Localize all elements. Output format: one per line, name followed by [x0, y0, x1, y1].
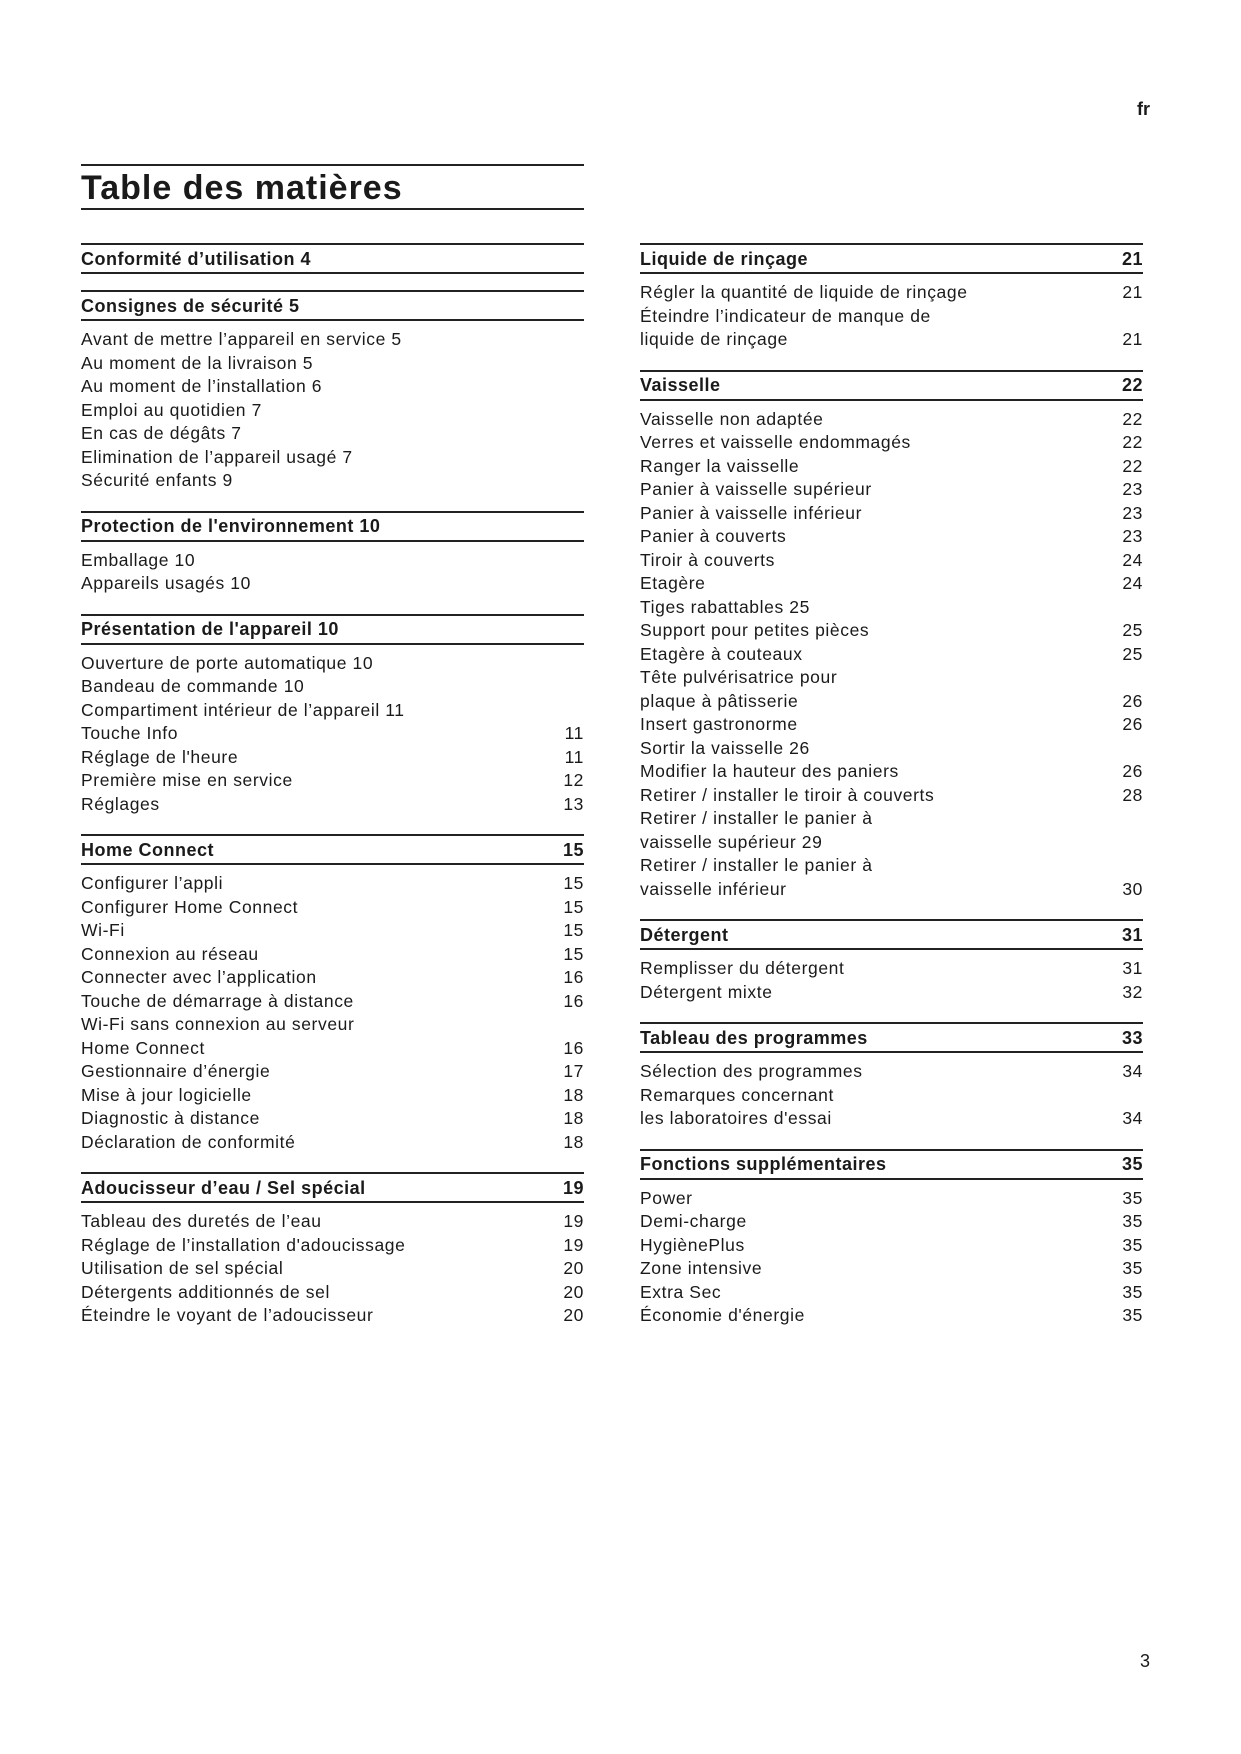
toc-entry[interactable]: [640, 1060, 1143, 1084]
toc-section-title: Vaisselle: [640, 375, 721, 395]
toc-entry-label: Emballage 10: [81, 549, 196, 570]
toc-entry-page: 23: [1122, 502, 1143, 523]
toc-entry-label: Ouverture de porte automatique 10: [81, 652, 374, 673]
toc-entry-page: 20: [563, 1258, 584, 1278]
toc-entry-label: Sortir la vaisselle 26: [640, 737, 810, 758]
toc-entry-page: 25: [1122, 643, 1143, 664]
toc-entry[interactable]: [81, 699, 584, 723]
toc-entry[interactable]: [640, 478, 1143, 502]
toc-entry-label: Réglages: [81, 793, 160, 814]
toc-entry-page: 19: [563, 1211, 584, 1231]
toc-entry-list: [81, 549, 584, 596]
toc-entry-label: Sécurité enfants 9: [81, 470, 233, 490]
toc-entry[interactable]: [81, 1281, 584, 1305]
toc-entry-page: 21: [1122, 329, 1143, 349]
toc-entry[interactable]: [640, 572, 1143, 596]
toc-entry[interactable]: [81, 469, 584, 493]
toc-entry[interactable]: [640, 666, 1143, 713]
toc-entry-label: Diagnostic à distance: [81, 1108, 260, 1128]
toc-entry-label: Bandeau de commande 10: [81, 676, 305, 696]
toc-section-vaisselle: [640, 370, 1143, 902]
toc-entry-label: Elimination de l’appareil usagé 7: [81, 446, 353, 467]
toc-entry[interactable]: [640, 502, 1143, 526]
toc-section-page: 35: [1121, 1154, 1143, 1174]
toc-entry-list: [640, 1060, 1143, 1131]
toc-entry-page: 35: [1122, 1305, 1143, 1325]
toc-entry[interactable]: [81, 746, 584, 770]
toc-entry[interactable]: [640, 408, 1143, 432]
toc-entry[interactable]: [81, 572, 584, 596]
toc-entry-label: Extra Sec: [640, 1281, 722, 1302]
toc-entry[interactable]: [81, 943, 584, 967]
toc-section-title: Tableau des programmes: [640, 1027, 868, 1048]
toc-entry-list: [640, 408, 1143, 902]
toc-section-page: 19: [562, 1177, 584, 1198]
toc-section-heading[interactable]: [81, 1172, 584, 1203]
toc-entry[interactable]: [81, 1107, 584, 1131]
toc-section-heading[interactable]: [81, 614, 584, 645]
toc-entry[interactable]: [81, 675, 584, 699]
toc-section-page: 33: [1121, 1027, 1143, 1048]
toc-entry-label: Panier à couverts: [640, 526, 787, 546]
toc-entry[interactable]: [640, 281, 1143, 305]
toc-entry-page: 13: [563, 793, 584, 814]
toc-entry-label: Détergent mixte: [640, 981, 773, 1002]
toc-section-page: 22: [1121, 375, 1143, 395]
toc-column-left: [81, 243, 584, 1346]
toc-entry-page: 26: [1122, 714, 1143, 734]
toc-entry-list: [640, 281, 1143, 352]
toc-entry[interactable]: [81, 966, 584, 990]
toc-entry[interactable]: [81, 1131, 584, 1155]
toc-entry-label: Détergents additionnés de sel: [81, 1281, 330, 1302]
toc-entry-label: Tête pulvérisatrice pour plaque à pâtisserie: [640, 667, 838, 711]
toc-entry-label: Wi-Fi sans connexion au serveur Home Connect: [81, 1014, 355, 1058]
toc-entry-label: Etagère: [640, 573, 706, 593]
toc-entry[interactable]: [81, 1013, 584, 1060]
toc-entry-label: Ranger la vaisselle: [640, 455, 800, 476]
toc-section-title: Fonctions supplémentaires: [640, 1154, 887, 1174]
toc-entry[interactable]: [81, 722, 584, 746]
toc-entry-label: Au moment de l’installation 6: [81, 376, 323, 396]
language-code: fr: [1137, 99, 1150, 119]
toc-entry-label: Support pour petites pièces: [640, 620, 870, 640]
toc-section-page: 31: [1121, 924, 1143, 945]
toc-section-title: Conformité d’utilisation 4: [81, 248, 312, 269]
toc-entry-page: 30: [1122, 878, 1143, 899]
toc-section-title: Consignes de sécurité 5: [81, 295, 300, 316]
toc-section-title: Protection de l'environnement 10: [81, 516, 381, 536]
toc-entry-page: 35: [1122, 1281, 1143, 1302]
toc-entry-page: 24: [1122, 573, 1143, 593]
toc-entry[interactable]: [81, 1060, 584, 1084]
toc-entry[interactable]: [81, 1304, 584, 1328]
toc-entry[interactable]: [81, 1257, 584, 1281]
toc-section-consignes-de-securite: [81, 290, 584, 493]
toc-entry-page: 11: [564, 723, 584, 743]
toc-entry[interactable]: [81, 1210, 584, 1234]
toc-entry-page: 16: [563, 1037, 584, 1058]
toc-entry-page: 32: [1122, 981, 1143, 1002]
toc-section-heading[interactable]: [640, 1149, 1143, 1180]
toc-entry-label: Au moment de la livraison 5: [81, 352, 314, 373]
toc-entry-label: Avant de mettre l’appareil en service 5: [81, 329, 402, 349]
toc-entry-label: Touche Info: [81, 723, 179, 743]
toc-entry-label: Panier à vaisselle supérieur: [640, 479, 872, 499]
toc-entry-page: 34: [1122, 1108, 1143, 1128]
toc-entry-label: Éteindre le voyant de l’adoucisseur: [81, 1305, 374, 1325]
toc-entry-page: 26: [1122, 761, 1143, 781]
toc-entry-page: 15: [563, 943, 584, 964]
toc-entry[interactable]: [640, 525, 1143, 549]
toc-entry-label: Demi-charge: [640, 1211, 747, 1231]
toc-entry[interactable]: [640, 619, 1143, 643]
toc-section-page: 15: [562, 839, 584, 860]
toc-entry-label: Etagère à couteaux: [640, 643, 803, 664]
toc-entry-label: Économie d'énergie: [640, 1305, 805, 1325]
toc-entry[interactable]: [640, 1084, 1143, 1131]
toc-entry-page: 21: [1122, 282, 1143, 302]
toc-entry-label: Première mise en service: [81, 770, 293, 790]
toc-entry-label: Touche de démarrage à distance: [81, 990, 354, 1011]
toc-entry[interactable]: [81, 375, 584, 399]
toc-section-adoucisseur-d-eau-sel-special: [81, 1172, 584, 1328]
toc-entry-label: Remarques concernant les laboratoires d'essai: [640, 1084, 834, 1128]
toc-entry-page: 34: [1122, 1061, 1143, 1081]
toc-entry-page: 28: [1122, 784, 1143, 805]
toc-entry-label: Connexion au réseau: [81, 943, 259, 964]
toc-section-presentation-de-l-appareil: [81, 614, 584, 817]
toc-entry[interactable]: [640, 784, 1143, 808]
toc-section-title: Liquide de rinçage: [640, 248, 809, 269]
toc-section-detergent: [640, 919, 1143, 1004]
toc-entry[interactable]: [640, 807, 1143, 854]
toc-entry-page: 16: [563, 990, 584, 1011]
toc-entry-page: 20: [563, 1305, 584, 1325]
toc-entry-label: Configurer l’appli: [81, 873, 224, 893]
toc-entry[interactable]: [640, 854, 1143, 901]
toc-entry-label: Modifier la hauteur des paniers: [640, 761, 899, 781]
toc-entry-label: Wi-Fi: [81, 920, 125, 940]
toc-entry[interactable]: [81, 793, 584, 817]
toc-entry-label: Tiroir à couverts: [640, 549, 775, 570]
toc-entry[interactable]: [81, 352, 584, 376]
toc-entry-page: 18: [563, 1108, 584, 1128]
toc-entry-label: Éteindre l’indicateur de manque de liquide de rinçage: [640, 305, 931, 349]
toc-entry[interactable]: [81, 422, 584, 446]
toc-entry-page: 11: [564, 746, 584, 767]
toc-entry-label: Tableau des duretés de l’eau: [81, 1211, 322, 1231]
toc-entry-label: En cas de dégâts 7: [81, 423, 242, 443]
toc-entry-page: 24: [1122, 549, 1143, 570]
toc-entry-page: 12: [563, 770, 584, 790]
toc-entry[interactable]: [640, 981, 1143, 1005]
toc-section-home-connect: [81, 834, 584, 1154]
toc-entry[interactable]: [640, 305, 1143, 352]
toc-column-right: [640, 243, 1143, 1346]
page-title: Table des matières: [81, 169, 403, 207]
toc-entry-list: [640, 1187, 1143, 1328]
toc-entry-page: 22: [1122, 408, 1143, 429]
toc-section-title: Adoucisseur d’eau / Sel spécial: [81, 1177, 366, 1198]
toc-entry-label: Insert gastronorme: [640, 714, 798, 734]
toc-entry[interactable]: [640, 1234, 1143, 1258]
toc-section-tableau-des-programmes: [640, 1022, 1143, 1131]
toc-section-heading[interactable]: [81, 834, 584, 865]
toc-entry-page: 17: [563, 1061, 584, 1081]
toc-entry[interactable]: [640, 737, 1143, 761]
toc-entry-label: Gestionnaire d’énergie: [81, 1061, 271, 1081]
toc-entry[interactable]: [81, 990, 584, 1014]
toc-section-heading[interactable]: [640, 919, 1143, 950]
toc-section-heading[interactable]: [640, 370, 1143, 401]
toc-entry-label: Compartiment intérieur de l’appareil 11: [81, 699, 405, 720]
toc-section-heading[interactable]: [640, 243, 1143, 274]
toc-section-fonctions-supplementaires: [640, 1149, 1143, 1328]
toc-section-title: Home Connect: [81, 839, 215, 860]
toc-entry-page: 15: [563, 920, 584, 940]
toc-entry[interactable]: [640, 760, 1143, 784]
toc-entry-list: [81, 872, 584, 1154]
toc-entry-label: Retirer / installer le tiroir à couverts: [640, 784, 935, 805]
toc-entry-list: [81, 652, 584, 817]
toc-entry-label: Remplisser du détergent: [640, 958, 845, 978]
toc-entry-label: Sélection des programmes: [640, 1061, 863, 1081]
toc-entry-label: Réglage de l’installation d'adoucissage: [81, 1234, 406, 1255]
toc-entry-page: 16: [563, 967, 584, 987]
toc-section-heading[interactable]: [81, 511, 584, 542]
toc-entry-label: Emploi au quotidien 7: [81, 399, 262, 420]
toc-entry[interactable]: [640, 1187, 1143, 1211]
toc-section-title: Présentation de l'appareil 10: [81, 619, 339, 639]
toc-entry-page: 22: [1122, 432, 1143, 452]
toc-section-heading[interactable]: [81, 243, 584, 274]
toc-entry-label: Power: [640, 1187, 693, 1208]
toc-entry-label: Verres et vaisselle endommagés: [640, 432, 911, 452]
toc-entry[interactable]: [81, 872, 584, 896]
page-number: 3: [1139, 1651, 1150, 1671]
toc-entry[interactable]: [81, 1234, 584, 1258]
toc-entry-page: 35: [1122, 1258, 1143, 1278]
toc-entry-page: 20: [563, 1281, 584, 1302]
toc-entry-label: Connecter avec l’application: [81, 967, 317, 987]
toc-entry[interactable]: [640, 643, 1143, 667]
toc-entry[interactable]: [640, 1257, 1143, 1281]
toc-entry-label: Mise à jour logicielle: [81, 1084, 252, 1105]
toc-entry-list: [640, 957, 1143, 1004]
toc-entry-label: Utilisation de sel spécial: [81, 1258, 284, 1278]
toc-entry-page: 23: [1122, 526, 1143, 546]
toc-entry[interactable]: [81, 328, 584, 352]
toc-entry-page: 35: [1122, 1234, 1143, 1255]
toc-entry-page: 23: [1122, 479, 1143, 499]
toc-entry-page: 15: [563, 896, 584, 917]
toc-section-heading[interactable]: [81, 290, 584, 321]
toc-entry-list: [81, 1210, 584, 1328]
toc-entry-page: 35: [1122, 1187, 1143, 1208]
toc-entry[interactable]: [81, 919, 584, 943]
toc-entry-label: Vaisselle non adaptée: [640, 408, 824, 429]
toc-entry[interactable]: [81, 1084, 584, 1108]
toc-section-liquide-de-rincage: [640, 243, 1143, 352]
toc-entry-label: Tiges rabattables 25: [640, 596, 810, 617]
toc-entry-label: Retirer / installer le panier à vaisselle inférieur: [640, 855, 873, 899]
toc-entry-label: Réglage de l'heure: [81, 746, 239, 767]
toc-entry-page: 25: [1122, 620, 1143, 640]
toc-entry-page: 18: [563, 1084, 584, 1105]
toc-entry[interactable]: [640, 713, 1143, 737]
toc-entry[interactable]: [81, 769, 584, 793]
toc-entry-list: [81, 328, 584, 493]
toc-entry[interactable]: [81, 896, 584, 920]
toc-entry[interactable]: [81, 652, 584, 676]
toc-section-page: 21: [1121, 248, 1143, 269]
toc-entry-page: 22: [1122, 455, 1143, 476]
toc-entry-page: 15: [563, 873, 584, 893]
toc-entry-label: HygiènePlus: [640, 1234, 745, 1255]
title-block: [81, 164, 584, 210]
toc-section-heading[interactable]: [640, 1022, 1143, 1053]
toc-entry[interactable]: [640, 957, 1143, 981]
toc-entry-label: Configurer Home Connect: [81, 896, 299, 917]
toc-entry-label: Panier à vaisselle inférieur: [640, 502, 863, 523]
toc-entry-label: Zone intensive: [640, 1258, 763, 1278]
toc-entry-label: Retirer / installer le panier à vaisselle supérieur 29: [640, 808, 873, 852]
toc-entry[interactable]: [81, 549, 584, 573]
toc-entry-page: 26: [1122, 690, 1143, 711]
toc-section-title: Détergent: [640, 924, 729, 945]
toc-section-conformite-d-utilisation: [81, 243, 584, 274]
toc-entry-label: Déclaration de conformité: [81, 1131, 296, 1152]
toc-entry-page: 19: [563, 1234, 584, 1255]
toc-entry-label: Appareils usagés 10: [81, 573, 251, 593]
toc-section-protection-de-l-environnement: [81, 511, 584, 596]
toc-entry-label: Régler la quantité de liquide de rinçage: [640, 282, 968, 302]
toc-entry[interactable]: [640, 596, 1143, 620]
toc-entry[interactable]: [81, 399, 584, 423]
toc-entry-page: 35: [1122, 1211, 1143, 1231]
toc-entry-page: 31: [1122, 958, 1143, 978]
toc-entry-page: 18: [563, 1131, 584, 1152]
toc-entry[interactable]: [640, 455, 1143, 479]
toc-entry[interactable]: [640, 1210, 1143, 1234]
toc-entry[interactable]: [640, 431, 1143, 455]
toc-entry[interactable]: [640, 1304, 1143, 1328]
toc-entry[interactable]: [81, 446, 584, 470]
toc-entry[interactable]: [640, 549, 1143, 573]
toc-entry[interactable]: [640, 1281, 1143, 1305]
